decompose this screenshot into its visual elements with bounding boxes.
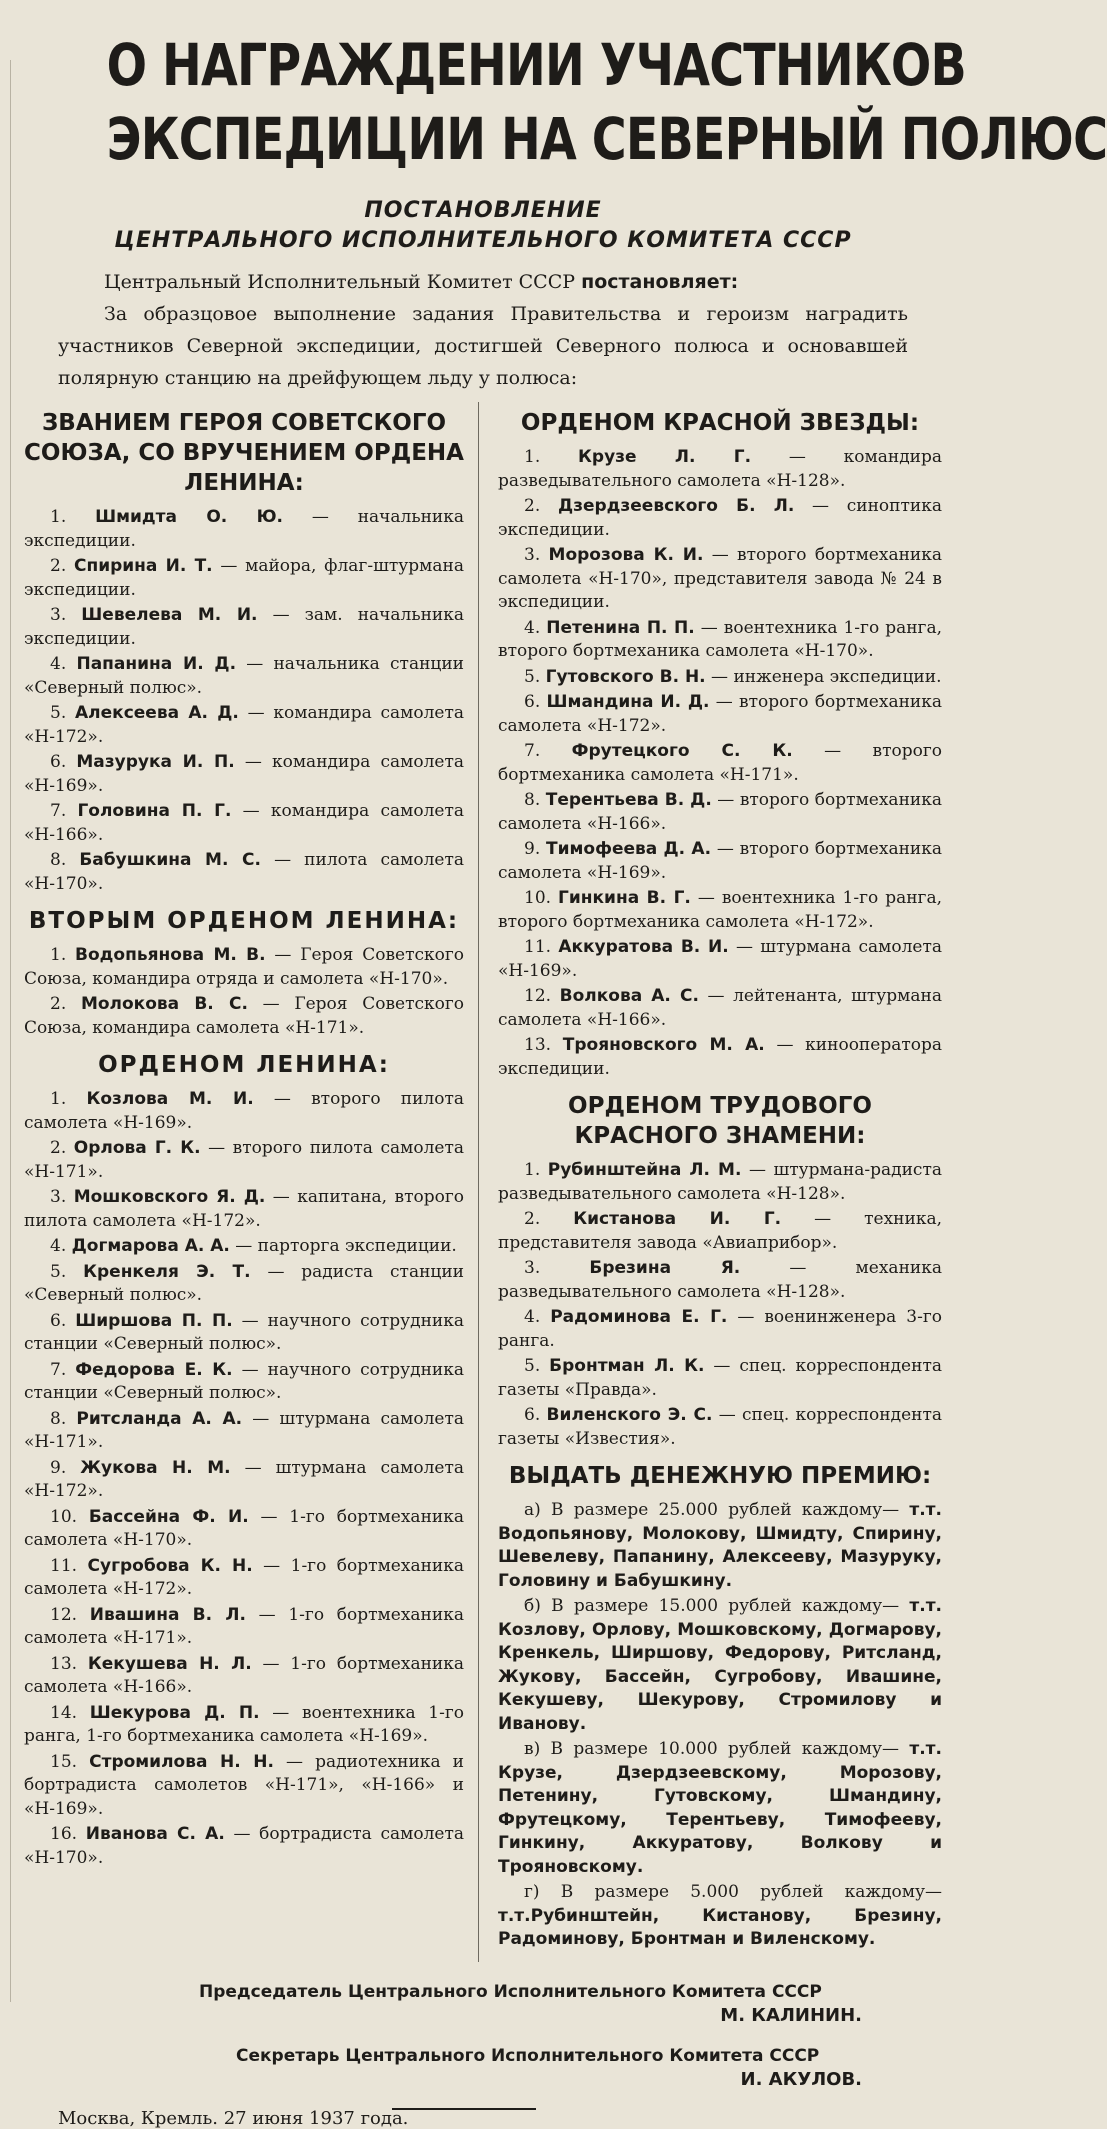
recipient-name: Сугробова К. Н.: [87, 1555, 253, 1576]
prize-entry: [498, 1881, 942, 1952]
recipient-name: Мошковского Я. Д.: [73, 1187, 266, 1207]
recipient-name: Бассейна Ф. И.: [88, 1506, 249, 1527]
prize-entry: [498, 1499, 942, 1593]
entry-number: 10.: [524, 888, 552, 908]
recipient-name: Крузе Л. Г.: [578, 447, 752, 467]
recipient-role: — 1-го бортмеханика самолета «Н-172».: [24, 1555, 464, 1599]
recipient-name: Кекушева Н. Л.: [87, 1653, 252, 1674]
entry-number: 13.: [524, 1035, 552, 1055]
award-entry: [24, 944, 464, 991]
headline: [106, 28, 1107, 176]
recipient-role: — научного сотрудника станции «Северный полюс».: [24, 1310, 464, 1354]
recipient-role: — командира самолета «Н-166».: [24, 801, 465, 845]
entry-number: 6.: [50, 1310, 67, 1331]
award-entry: [24, 702, 464, 749]
award-entry: [498, 1355, 942, 1402]
award-entry: [24, 1555, 464, 1602]
award-entry: [498, 1159, 942, 1206]
recipient-role: — второго пилота самолета «Н-169».: [24, 1089, 465, 1133]
intro-lead: Центральный Исполнительный Комитет СССР: [104, 271, 576, 293]
recipient-name: Алексеева А. Д.: [75, 703, 239, 723]
award-entry: [498, 617, 942, 664]
award-entry: [24, 1751, 464, 1822]
entry-number: 4.: [50, 1236, 67, 1256]
recipient-name: Фрутецкого С. К.: [571, 741, 793, 761]
award-entry: [498, 1257, 942, 1304]
prize-amount: б) В размере 15.000 рублей каждому—: [524, 1596, 900, 1616]
entry-number: 12.: [50, 1604, 78, 1625]
recipient-role: — второго бортмеханика самолета «Н-172».: [498, 692, 942, 736]
award-entry: [24, 1359, 464, 1406]
recipient-name: Волкова А. С.: [559, 986, 699, 1006]
prize-amount: г) В размере 5.000 рублей каждому—: [524, 1882, 942, 1902]
secretary-title: Секретарь Центрального Исполнительного Комитета СССР: [236, 2045, 820, 2066]
recipient-name: Федорова Е. К.: [75, 1359, 233, 1380]
recipient-name: Брезина Я.: [589, 1258, 741, 1278]
recipient-name: Ширшова П. П.: [75, 1310, 233, 1331]
prize-recipients: т.т.Рубинштейн, Кистанову, Брезину, Радоминову, Бронтман и Виленскому.: [498, 1905, 942, 1949]
recipient-name: Догмарова А. А.: [71, 1236, 230, 1256]
recipient-role: — техника, представителя завода «Авиаприбор».: [498, 1209, 943, 1253]
award-entry: [24, 800, 464, 847]
recipient-role: — штурмана самолета «Н-172».: [24, 1457, 464, 1501]
entry-number: 14.: [50, 1702, 78, 1723]
prize-list: [498, 1499, 942, 1952]
section-title: ВЫДАТЬ ДЕНЕЖНУЮ ПРЕМИЮ:: [508, 1463, 932, 1489]
recipient-name: Ивашина В. Л.: [89, 1604, 246, 1625]
recipient-name: Иванова С. А.: [85, 1824, 225, 1844]
award-entry: [498, 544, 942, 615]
award-entry: [498, 1034, 942, 1081]
award-entry: [24, 1235, 464, 1259]
right-column: [484, 402, 942, 1962]
prize-recipients: т.т. Крузе, Дзердзеевскому, Морозову, Петенину, Гутовскому, Шмандину, Фрутецкому, Терентьеву, Тимофееву, Гинкину, Аккуратову, Волкову и Трояновскому.: [498, 1739, 942, 1877]
intro-first-line: [58, 266, 908, 298]
recipient-role: — второго бортмеханика самолета «Н-166».: [498, 790, 942, 834]
entry-number: 7.: [50, 801, 67, 821]
recipient-name: Трояновского М. А.: [562, 1035, 765, 1055]
recipient-role: — научного сотрудника станции «Северный полюс».: [24, 1359, 464, 1403]
entry-number: 6.: [50, 752, 67, 772]
entry-number: 7.: [524, 741, 541, 761]
entry-number: 2.: [50, 1138, 67, 1158]
recipient-name: Спирина И. Т.: [73, 556, 213, 576]
entry-number: 2.: [524, 1209, 541, 1229]
recipient-role: — спец. корреспондента газеты «Правда».: [498, 1356, 942, 1400]
recipient-role: — Героя Советского Союза, командира отряда и самолета «Н-170».: [24, 945, 464, 989]
section-title: ЗВАНИЕМ ГЕРОЯ СОВЕТСКОГО СОЮЗА, СО ВРУЧЕНИЕМ ОРДЕНА ЛЕНИНА:: [24, 410, 464, 496]
recipient-name: Молокова В. С.: [80, 994, 248, 1014]
recipient-name: Дзердзеевского Б. Л.: [557, 496, 795, 516]
recipient-role: — синоптика экспедиции.: [498, 496, 942, 540]
intro-verb: постановляет:: [581, 271, 739, 293]
entry-number: 2.: [524, 496, 541, 516]
entry-number: 3.: [524, 545, 541, 565]
entry-number: 13.: [50, 1653, 78, 1674]
recipient-name: Водопьянова М. В.: [75, 945, 266, 965]
entry-number: 1.: [524, 1160, 541, 1180]
recipient-role: — 1-го бортмеханика самолета «Н-171».: [24, 1604, 464, 1648]
recipient-name: Жукова Н. М.: [80, 1457, 231, 1478]
award-entry: [24, 555, 464, 602]
headline-line-1: О НАГРАЖДЕНИИ УЧАСТНИКОВ: [106, 31, 966, 99]
entry-number: 3.: [524, 1258, 541, 1278]
recipient-role: — штурмана-радиста разведывательного самолета «Н-128».: [498, 1160, 942, 1204]
recipient-role: — майора, флаг-штурмана экспедиции.: [24, 556, 464, 600]
section-labor-banner: [498, 1091, 942, 1451]
recipient-name: Шмидта О. Ю.: [95, 507, 283, 527]
recipient-name: Аккуратова В. И.: [558, 937, 729, 957]
award-entry: [24, 1137, 464, 1184]
section-title: ВТОРЫМ ОРДЕНОМ ЛЕНИНА:: [28, 908, 460, 934]
recipient-role: — штурмана самолета «Н-169».: [498, 937, 942, 981]
award-entry: [498, 789, 942, 836]
recipient-name: Козлова М. И.: [86, 1089, 254, 1109]
entry-number: 8.: [50, 850, 67, 870]
award-entry: [498, 936, 942, 983]
award-entry: [24, 751, 464, 798]
recipient-role: — парторга экспедиции.: [229, 1236, 457, 1256]
award-entry: [24, 1408, 464, 1455]
entry-number: 5.: [50, 703, 67, 723]
award-entry: [24, 993, 464, 1040]
award-entry: [24, 1310, 464, 1357]
recipient-role: — пилота самолета «Н-170».: [24, 850, 465, 894]
recipient-role: — радиста станции «Северный полюс».: [24, 1261, 465, 1305]
award-entry: [24, 1088, 464, 1135]
entry-number: 11.: [50, 1555, 78, 1576]
recipient-name: Рубинштейна Л. М.: [547, 1160, 742, 1180]
decree-subhead: [24, 196, 942, 256]
recipient-role: — второго бортмеханика самолета «Н-169».: [498, 839, 943, 883]
entry-number: 5.: [524, 666, 541, 687]
closing-rule: [392, 2108, 536, 2110]
entry-number: 8.: [50, 1408, 67, 1429]
recipient-role: — лейтенанта, штурмана самолета «Н-166».: [498, 986, 943, 1030]
recipient-role: — капитана, второго пилота самолета «Н-172».: [24, 1187, 464, 1231]
recipient-role: — Героя Советского Союза, командира самолета «Н-171».: [24, 994, 464, 1038]
recipient-role: — воентехника 1-го ранга, второго бортмеханика самолета «Н-170».: [498, 617, 942, 661]
recipient-name: Мазурука И. П.: [76, 752, 235, 772]
recipient-role: — механика разведывательного самолета «Н-128».: [498, 1258, 942, 1302]
award-entry: [24, 604, 464, 651]
award-entry: [498, 495, 942, 542]
entry-number: 5.: [524, 1356, 541, 1376]
prize-recipients: т.т. Козлову, Орлову, Мошковскому, Догмарову, Кренкель, Ширшову, Федорову, Ритсланд, Жукову, Бассейн, Сугробову, Ивашине, Кекушеву, Шекурову, Стромилову и Иванову.: [498, 1596, 943, 1734]
recipient-name: Тимофеева Д. А.: [546, 839, 712, 859]
recipient-name: Бронтман Л. К.: [549, 1356, 705, 1376]
recipient-name: Бабушкина М. С.: [79, 850, 261, 870]
award-entry: [498, 887, 942, 934]
award-entry: [498, 446, 942, 493]
award-list: [498, 1159, 942, 1451]
entry-number: 16.: [50, 1824, 78, 1844]
entry-number: 6.: [524, 692, 541, 712]
prize-entry: [498, 1738, 942, 1879]
award-entry: [24, 1653, 464, 1700]
award-list: [24, 506, 464, 896]
recipient-name: Радоминова Е. Г.: [550, 1307, 728, 1327]
award-entry: [24, 1186, 464, 1233]
award-entry: [498, 666, 942, 690]
award-entry: [498, 740, 942, 787]
recipient-role: — радиотехника и бортрадиста самолетов «Н-171», «Н-166» и «Н-169».: [24, 1751, 464, 1819]
entry-number: 1.: [50, 1089, 67, 1109]
entry-number: 2.: [50, 556, 67, 576]
recipient-role: — военинженера 3-го ранга.: [498, 1307, 942, 1351]
entry-number: 7.: [50, 1359, 67, 1380]
award-entry: [24, 1457, 464, 1504]
award-entry: [24, 849, 464, 896]
section-cash-prize: [498, 1461, 942, 1952]
award-entry: [498, 838, 942, 885]
subhead-line-2: ЦЕНТРАЛЬНОГО ИСПОЛНИТЕЛЬНОГО КОМИТЕТА СССР: [114, 228, 852, 253]
recipient-role: — спец. корреспондента газеты «Известия».: [498, 1405, 942, 1449]
recipient-name: Шмандина И. Д.: [546, 692, 710, 712]
section-title: ОРДЕНОМ ТРУДОВОГО КРАСНОГО ЗНАМЕНИ:: [568, 1093, 872, 1149]
entry-number: 1.: [50, 507, 67, 527]
decree-intro: [58, 266, 908, 394]
award-entry: [498, 691, 942, 738]
recipient-name: Шевелева М. И.: [81, 605, 258, 625]
recipient-name: Кистанова И. Г.: [573, 1209, 782, 1229]
recipient-role: — кинооператора экспедиции.: [498, 1035, 943, 1079]
award-entry: [24, 1702, 464, 1749]
prize-amount: в) В размере 10.000 рублей каждому—: [524, 1739, 900, 1759]
recipient-role: — второго бортмеханика самолета «Н-171».: [498, 741, 942, 785]
recipient-name: Петенина П. П.: [546, 617, 695, 638]
recipient-role: — начальника экспедиции.: [24, 507, 465, 551]
recipient-role: — начальника станции «Северный полюс».: [24, 654, 465, 698]
entry-number: 8.: [524, 790, 541, 810]
award-list: [24, 1088, 464, 1870]
decree-date: Москва, Кремль. 27 июня 1937 года.: [58, 2107, 409, 2129]
award-entry: [498, 1306, 942, 1353]
award-entry: [498, 1208, 942, 1255]
chairman-name: М. КАЛИНИН.: [720, 2004, 862, 2026]
entry-number: 1.: [524, 447, 541, 467]
recipient-role: — 1-го бортмеханика самолета «Н-170».: [24, 1506, 464, 1550]
recipient-role: — воентехника 1-го ранга, второго бортмеханика самолета «Н-172».: [498, 888, 942, 932]
recipient-role: — бортрадиста самолета «Н-170».: [24, 1824, 464, 1868]
recipient-name: Терентьева В. Д.: [545, 790, 712, 810]
award-entry: [24, 1261, 464, 1308]
recipient-role: — зам. начальника экспедиции.: [24, 605, 465, 649]
award-list: [498, 446, 942, 1081]
page-edge-rule: [10, 60, 11, 2002]
award-entry: [498, 985, 942, 1032]
entry-number: 12.: [524, 986, 552, 1006]
prize-entry: [498, 1595, 942, 1736]
recipient-role: — командира разведывательного самолета «Н-128».: [498, 447, 943, 491]
entry-number: 9.: [50, 1457, 67, 1478]
award-entry: [24, 506, 464, 553]
secretary-name: И. АКУЛОВ.: [740, 2068, 862, 2090]
entry-number: 3.: [50, 605, 67, 625]
award-entry: [24, 1506, 464, 1553]
entry-number: 10.: [50, 1506, 78, 1527]
recipient-role: — командира самолета «Н-169».: [24, 752, 464, 796]
entry-number: 6.: [524, 1405, 541, 1425]
prize-amount: а) В размере 25.000 рублей каждому—: [524, 1500, 900, 1520]
recipient-name: Кренкеля Э. Т.: [83, 1261, 251, 1282]
recipient-name: Гинкина В. Г.: [558, 888, 691, 908]
recipient-role: — инженера экспедиции.: [705, 666, 942, 687]
entry-number: 1.: [50, 945, 67, 965]
recipient-name: Шекурова Д. П.: [89, 1702, 260, 1723]
intro-body: За образцовое выполнение задания Правительства и героизм наградить участников Северной экспедиции, достигшей Северного полюса и основавшей полярную станцию на дрейфующем льду у полюса:: [58, 303, 908, 389]
section-hero: [24, 408, 464, 896]
recipient-role: — воентехника 1-го ранга, 1-го бортмеханика самолета «Н-169».: [24, 1702, 464, 1746]
recipient-name: Стромилова Н. Н.: [89, 1751, 274, 1772]
recipient-role: — второго бортмеханика самолета «Н-170», представителя завода № 24 в экспедиции.: [498, 545, 943, 612]
section-lenin: [24, 1050, 464, 1870]
award-entry: [24, 1604, 464, 1651]
entry-number: 5.: [50, 1261, 67, 1282]
recipient-name: Ритсланда А. А.: [76, 1408, 243, 1429]
prize-recipients: т.т. Водопьянову, Молокову, Шмидту, Спирину, Шевелеву, Папанину, Алексееву, Мазуруку, Головину и Бабушкину.: [498, 1500, 942, 1591]
chairman-title: Председатель Центрального Исполнительного Комитета СССР: [199, 1981, 822, 2002]
recipient-name: Папанина И. Д.: [76, 654, 237, 674]
recipient-role: — 1-го бортмеханика самолета «Н-166».: [24, 1653, 465, 1697]
recipient-role: — второго пилота самолета «Н-171».: [24, 1138, 464, 1182]
headline-line-2: ЭКСПЕДИЦИИ НА СЕВЕРНЫЙ ПОЛЮС: [106, 105, 1107, 173]
entry-number: 11.: [524, 937, 552, 957]
entry-number: 4.: [50, 654, 67, 674]
entry-number: 15.: [50, 1751, 78, 1772]
award-entry: [498, 1404, 942, 1451]
section-second-lenin: [24, 906, 464, 1040]
entry-number: 2.: [50, 994, 67, 1014]
section-title: ОРДЕНОМ ЛЕНИНА:: [98, 1052, 390, 1078]
entry-number: 3.: [50, 1187, 67, 1207]
recipient-name: Головина П. Г.: [77, 801, 232, 821]
entry-number: 4.: [524, 1307, 541, 1327]
award-list: [24, 944, 464, 1040]
recipient-role: — штурмана самолета «Н-171».: [24, 1408, 464, 1452]
recipient-role: — командира самолета «Н-172».: [24, 703, 465, 747]
section-red-star: [498, 408, 942, 1081]
recipient-name: Орлова Г. К.: [73, 1138, 201, 1158]
entry-number: 4.: [524, 617, 541, 638]
entry-number: 9.: [524, 839, 541, 859]
left-column: [24, 402, 479, 1962]
subhead-line-1: ПОСТАНОВЛЕНИЕ: [364, 198, 602, 223]
award-entry: [24, 1823, 464, 1870]
recipient-name: Морозова К. И.: [548, 545, 704, 565]
recipient-name: Гутовского В. Н.: [545, 666, 706, 687]
award-entry: [24, 653, 464, 700]
section-title: ОРДЕНОМ КРАСНОЙ ЗВЕЗДЫ:: [520, 410, 920, 436]
award-columns: [24, 402, 942, 1962]
recipient-name: Виленского Э. С.: [546, 1405, 713, 1425]
